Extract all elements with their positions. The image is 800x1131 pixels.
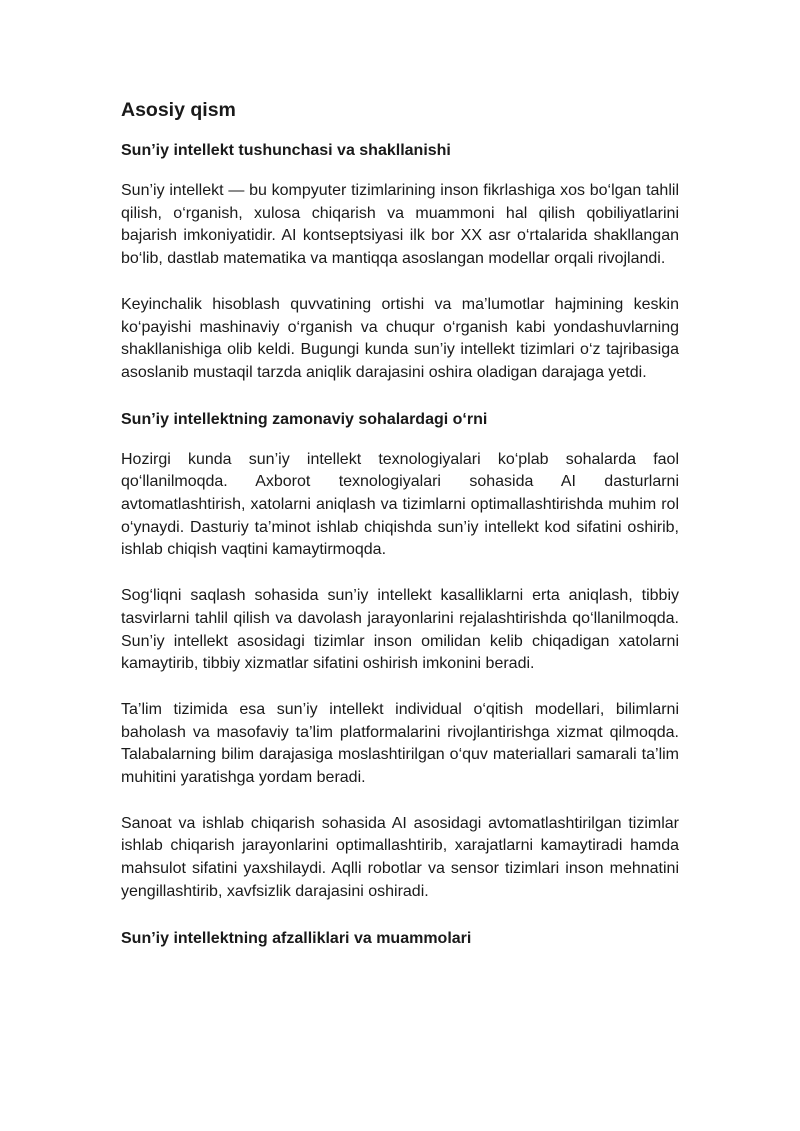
section-heading-modern-fields: Sun’iy intellektning zamonaviy sohalardagi o‘rni — [121, 410, 488, 428]
paragraph: Ta’lim tizimida esa sun’iy intellekt individual o‘qitish modellari, bilimlarni baholash va masofaviy ta’lim platformalarini rivojlantirishga xizmat qilmoqda. Talabalarning bilim darajasiga moslashtirilgan o‘quv materiallari samarali ta’lim muhitini yaratishga yordam beradi. — [121, 700, 679, 787]
section-heading-concept: Sun’iy intellekt tushunchasi va shakllanishi — [121, 142, 451, 159]
section-heading-advantages: Sun’iy intellektning afzalliklari va muammolari — [121, 929, 472, 947]
main-heading: Asosiy qism — [121, 99, 236, 121]
paragraph: Sanoat va ishlab chiqarish sohasida AI asosidagi avtomatlashtirilgan tizimlar ishlab chiqarish jarayonlarini optimallashtirib, xarajatlarni kamaytiradi hamda mahsulot sifatini yaxshilaydi. Aqlli robotlar va sensor tizimlari inson mehnatini yengillashtirib, xavfsizlik darajasini oshiradi. — [121, 814, 679, 900]
paragraph: Sun’iy intellekt — bu kompyuter tizimlarining inson fikrlashiga xos bo‘lgan tahlil qilish, o‘rganish, xulosa chiqarish va muammoni hal qilish qobiliyatlarini bajarish imkoniyatidir. AI kontseptsiyasi ilk bor XX asr o‘rtalarida shakllangan bo‘lib, dastlab matematika va mantiqqa asoslangan modellar orqali rivojlandi. — [121, 182, 679, 268]
paragraph: Sog‘liqni saqlash sohasida sun’iy intellekt kasalliklarni erta aniqlash, tibbiy tasvirlarni tahlil qilish va davolash jarayonlarini rejalashtirishda qo‘llanilmoqda. Sun’iy intellekt asosidagi tizimlar inson omilidan kelib chiqadigan xatolarni kamaytirib, tibbiy xizmatlar sifatini oshirish imkonini beradi. — [121, 587, 679, 673]
paragraph: Keyinchalik hisoblash quvvatining ortishi va ma’lumotlar hajmining keskin ko‘payishi mashinaviy o‘rganish va chuqur o‘rganish kabi yondashuvlarning shakllanishiga olib keldi. Bugungi kunda sun’iy intellekt tizimlari o‘z tajribasiga asoslanib mustaqil tarzda aniqlik darajasini oshira oladigan darajaga yetdi. — [121, 295, 679, 381]
document-page — [121, 96, 679, 951]
paragraph: Hozirgi kunda sun’iy intellekt texnologiyalari ko‘plab sohalarda faol qo‘llanilmoqda. Axborot texnologiyalari sohasida AI dasturlarni avtomatlashtirish, xatolarni aniqlash va tizimlarni optimallashtirishda muhim rol o‘ynaydi. Dasturiy ta’minot ishlab chiqishda sun’iy intellekt kod sifatini oshirib, ishlab chiqish vaqtini kamaytirmoqda. — [121, 450, 679, 559]
